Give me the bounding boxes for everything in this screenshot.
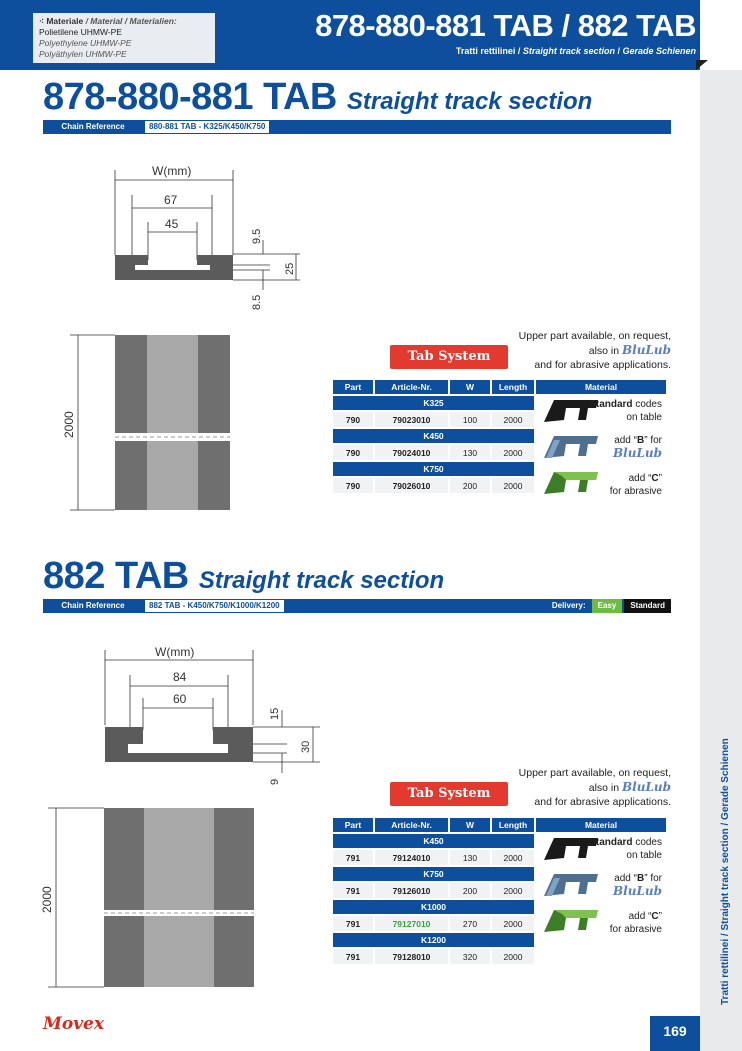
- section1-material-cell: Standard codes on table add “B” for BluLub add “C” for abrasive: [536, 396, 666, 493]
- delivery-easy: Easy: [592, 599, 623, 613]
- page-number: 169: [650, 1016, 700, 1051]
- section2-upper-note: Upper part available, on request, also in BluLub and for abrasive applications.: [518, 767, 671, 808]
- page-subtitle: Tratti rettilinei / Straight track section / Gerade Schienen: [455, 46, 696, 56]
- header-corner: [696, 60, 708, 70]
- table-row: 790 79023010 100 2000: [333, 412, 666, 427]
- blulub-logo: BluLub: [622, 343, 671, 357]
- material-en: Polyethylene UHMW-PE: [39, 38, 132, 48]
- section2-title: 882 TAB Straight track section: [43, 555, 445, 597]
- section2-ref-bar: Chain Reference 882 TAB - K450/K750/K1000/K1200 Delivery: Easy Standard: [43, 599, 671, 613]
- material-de: Polyäthylen UHMW-PE: [39, 49, 127, 59]
- rail1-length: 2000: [62, 411, 76, 438]
- section1-upper-note: Upper part available, on request, also in BluLub and for abrasive applications.: [518, 330, 671, 371]
- page-title: 878-880-881 TAB / 882 TAB: [315, 8, 696, 43]
- blulub-logo: BluLub: [622, 780, 671, 794]
- delivery-badges: Delivery: Easy Standard: [546, 599, 671, 613]
- section1-profile-drawing: [100, 160, 320, 320]
- delivery-standard: Standard: [624, 599, 671, 613]
- section1-tab-system-badge: Tab System: [390, 345, 508, 369]
- section2-profile-drawing: [95, 640, 325, 785]
- table-row: 790 79026010 200 2000: [333, 478, 666, 493]
- profile1-top: 9.5: [251, 228, 263, 244]
- section1-title: 878-880-881 TAB Straight track section: [43, 76, 593, 118]
- profile1-w-label: W(mm): [152, 164, 192, 178]
- profile2-inner: 60: [173, 692, 187, 706]
- profile2-w-label: W(mm): [155, 645, 195, 659]
- profile1-bottom: 8.5: [251, 294, 263, 310]
- profile2-top: 15: [269, 707, 281, 720]
- material-it: Polietilene UHMW-PE: [39, 27, 122, 37]
- material-icon: ⁖: [39, 16, 47, 26]
- table-row: 791 79124010 130 2000: [333, 850, 666, 865]
- section2-rail-drawing: [40, 805, 260, 990]
- material-box: ⁖ Materiale / Material / Materialien: Polietilene UHMW-PE Polyethylene UHMW-PE Polyäthylen UHMW-PE: [33, 13, 215, 63]
- table-row: 791 79127010 270 2000: [333, 916, 666, 931]
- side-label: Tratti rettilinei / Straight track section / Gerade Schienen: [720, 738, 731, 1005]
- movex-logo: Movex: [43, 1014, 104, 1034]
- section2-table: Part Article-Nr. W Length Material K450 Standard codes on table add “B” for BluLub add “C” for abrasive 791 79124010 130 2000 K750 791 79126010 200 2000 K1000 791 79127010 270 2000 K1200 791 79128010 320 2000: [331, 816, 668, 966]
- table-row: 791 79126010 200 2000: [333, 883, 666, 898]
- section2-material-cell: Standard codes on table add “B” for BluLub add “C” for abrasive: [536, 834, 666, 964]
- profile1-height: 25: [284, 262, 296, 275]
- profile2-outer: 84: [173, 670, 187, 684]
- profile1-outer: 67: [164, 193, 178, 207]
- section1-rail-drawing: [55, 330, 245, 515]
- profile2-height: 30: [300, 740, 312, 753]
- table-row: 791 79128010 320 2000: [333, 949, 666, 964]
- section1-table: Part Article-Nr. W Length Material K325 Standard codes on table add “B” for BluLub add “C” for abrasive 790 79023010 100 2000 K450 790 79024010 130 2000 K750 790 79026010 200 2000: [331, 378, 668, 495]
- section1-ref-bar: Chain Reference 880-881 TAB - K325/K450/K750: [43, 120, 671, 134]
- table-row: 790 79024010 130 2000: [333, 445, 666, 460]
- profile1-inner: 45: [165, 217, 179, 231]
- rail2-length: 2000: [40, 886, 54, 913]
- section2-tab-system-badge: Tab System: [390, 782, 508, 806]
- profile2-bottom: 9: [269, 778, 281, 785]
